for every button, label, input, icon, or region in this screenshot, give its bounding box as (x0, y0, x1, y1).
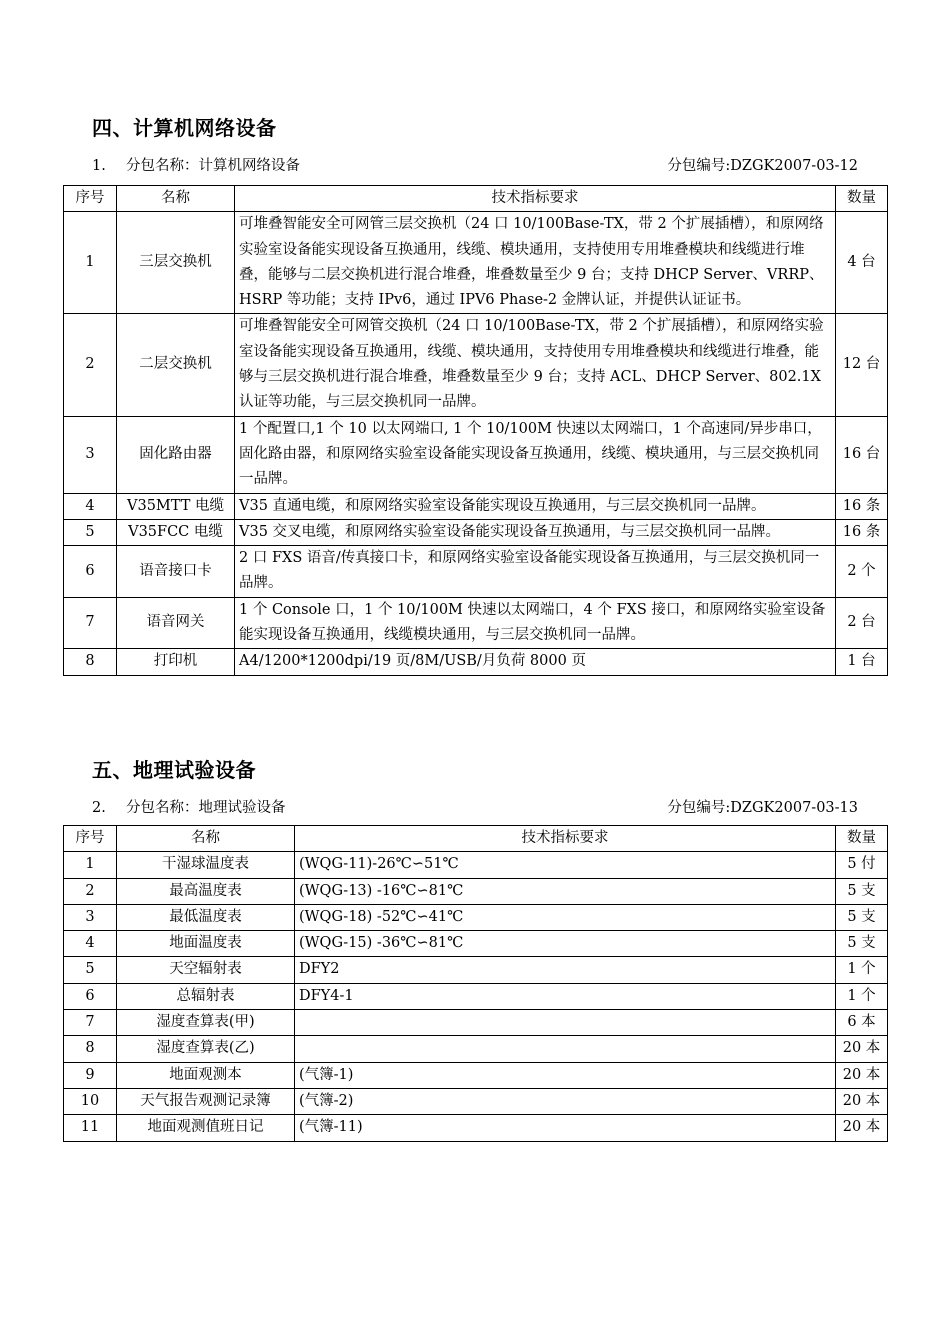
package-code: 分包编号:DZGK2007-03-12 (667, 158, 858, 174)
row-no: 3 (64, 416, 117, 493)
row-spec: (气簿-1) (295, 1062, 836, 1088)
row-no: 3 (64, 904, 117, 930)
package-code: 分包编号:DZGK2007-03-13 (667, 800, 858, 816)
row-no: 8 (64, 1036, 117, 1062)
row-spec: A4/1200*1200dpi/19 页/8M/USB/月负荷 8000 页 (235, 649, 836, 675)
row-no: 1 (64, 212, 117, 314)
table-row (64, 314, 888, 416)
row-qty: 20 本 (836, 1115, 888, 1141)
row-spec: 可堆叠智能安全可网管三层交换机（24 口 10/100Base-TX，带 2 个扩展插槽），和原网络实验室设备能实现设备互换通用，线缆、模块通用，支持使用专用堆叠模块和线缆进行堆叠，能够与二层交换机进行混合堆叠，堆叠数量至少 9 台；支持 DHCP Server、VRRP、HSRP 等功能；支持 IPv6，通过 IPV6 Phase-2 金牌认证，并提供认证证书。 (235, 212, 836, 314)
row-qty: 6 本 (836, 1010, 888, 1036)
row-qty: 12 台 (836, 314, 888, 416)
table-row (64, 904, 888, 930)
row-spec: 2 口 FXS 语音/传真接口卡，和原网络实验室设备能实现设备互换通用，与三层交换机同一品牌。 (235, 546, 836, 598)
package-name: 分包名称：计算机网络设备 (126, 158, 300, 174)
table-row (64, 546, 888, 598)
table-row (64, 416, 888, 493)
row-name: 地面观测值班日记 (117, 1115, 295, 1141)
row-no: 2 (64, 878, 117, 904)
header-name: 名称 (117, 186, 235, 212)
package-number: 1. (92, 158, 106, 174)
row-spec: (WQG-15) -36℃∽81℃ (295, 931, 836, 957)
table-row (64, 931, 888, 957)
row-no: 8 (64, 649, 117, 675)
row-name: 湿度查算表(甲) (117, 1010, 295, 1036)
row-no: 11 (64, 1115, 117, 1141)
header-no: 序号 (64, 826, 117, 852)
table-header-row (64, 826, 888, 852)
row-spec: DFY2 (295, 957, 836, 983)
row-no: 5 (64, 957, 117, 983)
table-row (64, 212, 888, 314)
table-row (64, 852, 888, 878)
row-name: 天气报告观测记录簿 (117, 1088, 295, 1114)
row-qty: 5 支 (836, 931, 888, 957)
row-name: 最高温度表 (117, 878, 295, 904)
header-spec: 技术指标要求 (235, 186, 836, 212)
row-qty: 5 付 (836, 852, 888, 878)
table-row (64, 1062, 888, 1088)
row-qty: 2 个 (836, 546, 888, 598)
row-name: 湿度查算表(乙) (117, 1036, 295, 1062)
header-qty: 数量 (836, 826, 888, 852)
table-row (64, 878, 888, 904)
row-name: 地面温度表 (117, 931, 295, 957)
row-spec: 可堆叠智能安全可网管交换机（24 口 10/100Base-TX，带 2 个扩展插槽），和原网络实验室设备能实现设备互换通用，线缆、模块通用，支持使用专用堆叠模块和线缆进行堆叠，能够与三层交换机进行混合堆叠，堆叠数量至少 9 台；支持 ACL、DHCP Server、802.1X 认证等功能，与三层交换机同一品牌。 (235, 314, 836, 416)
row-no: 4 (64, 493, 117, 519)
table-row (64, 1115, 888, 1141)
package-name: 分包名称：地理试验设备 (126, 800, 286, 816)
row-no: 5 (64, 519, 117, 545)
header-name: 名称 (117, 826, 295, 852)
row-qty: 16 条 (836, 519, 888, 545)
table-row (64, 957, 888, 983)
row-name: 总辐射表 (117, 983, 295, 1009)
row-no: 7 (64, 1010, 117, 1036)
row-name: 语音网关 (117, 597, 235, 649)
row-no: 6 (64, 546, 117, 598)
table-row (64, 649, 888, 675)
row-qty: 4 台 (836, 212, 888, 314)
row-qty: 1 个 (836, 957, 888, 983)
row-spec (295, 1036, 836, 1062)
row-no: 10 (64, 1088, 117, 1114)
table-row (64, 1036, 888, 1062)
row-name: 干湿球温度表 (117, 852, 295, 878)
row-spec: (WQG-18) -52℃∽41℃ (295, 904, 836, 930)
row-no: 2 (64, 314, 117, 416)
row-spec: (气簿-2) (295, 1088, 836, 1114)
row-qty: 20 本 (836, 1062, 888, 1088)
row-spec: 1 个配置口,1 个 10 以太网端口, 1 个 10/100M 快速以太网端口，1 个高速同/异步串口，固化路由器，和原网络实验室设备能实现设备互换通用，线缆、模块通用，与三层交换机同一品牌。 (235, 416, 836, 493)
row-qty: 1 个 (836, 983, 888, 1009)
row-qty: 5 支 (836, 904, 888, 930)
row-name: V35MTT 电缆 (117, 493, 235, 519)
section-heading-network: 四、计算机网络设备 (92, 116, 277, 140)
row-spec: V35 直通电缆，和原网络实验室设备能实现设互换通用，与三层交换机同一品牌。 (235, 493, 836, 519)
table-row (64, 597, 888, 649)
row-name: 地面观测本 (117, 1062, 295, 1088)
table-row (64, 1010, 888, 1036)
row-name: 二层交换机 (117, 314, 235, 416)
package-number: 2. (92, 800, 106, 816)
row-qty: 16 条 (836, 493, 888, 519)
row-no: 4 (64, 931, 117, 957)
row-qty: 16 台 (836, 416, 888, 493)
row-name: 最低温度表 (117, 904, 295, 930)
row-name: 打印机 (117, 649, 235, 675)
row-spec: (WQG-13) -16℃∽81℃ (295, 878, 836, 904)
row-spec (295, 1010, 836, 1036)
row-spec: 1 个 Console 口，1 个 10/100M 快速以太网端口，4 个 FXS 接口，和原网络实验室设备能实现设备互换通用，线缆模块通用，与三层交换机同一品牌。 (235, 597, 836, 649)
row-qty: 1 台 (836, 649, 888, 675)
row-spec: (WQG-11)-26℃∽51℃ (295, 852, 836, 878)
row-spec: V35 交叉电缆，和原网络实验室设备能实现设备互换通用，与三层交换机同一品牌。 (235, 519, 836, 545)
header-qty: 数量 (836, 186, 888, 212)
row-no: 7 (64, 597, 117, 649)
network-equipment-table (63, 185, 888, 676)
table-row (64, 983, 888, 1009)
row-name: 三层交换机 (117, 212, 235, 314)
row-qty: 20 本 (836, 1088, 888, 1114)
row-no: 6 (64, 983, 117, 1009)
row-name: 天空辐射表 (117, 957, 295, 983)
row-name: 语音接口卡 (117, 546, 235, 598)
table-row (64, 493, 888, 519)
table-row (64, 519, 888, 545)
row-spec: (气簿-11) (295, 1115, 836, 1141)
row-qty: 5 支 (836, 878, 888, 904)
table-row (64, 1088, 888, 1114)
header-no: 序号 (64, 186, 117, 212)
row-no: 9 (64, 1062, 117, 1088)
row-qty: 20 本 (836, 1036, 888, 1062)
header-spec: 技术指标要求 (295, 826, 836, 852)
row-no: 1 (64, 852, 117, 878)
geography-equipment-table (63, 825, 888, 1142)
row-qty: 2 台 (836, 597, 888, 649)
row-spec: DFY4-1 (295, 983, 836, 1009)
table-header-row (64, 186, 888, 212)
row-name: V35FCC 电缆 (117, 519, 235, 545)
row-name: 固化路由器 (117, 416, 235, 493)
section-heading-geography: 五、地理试验设备 (92, 758, 256, 782)
